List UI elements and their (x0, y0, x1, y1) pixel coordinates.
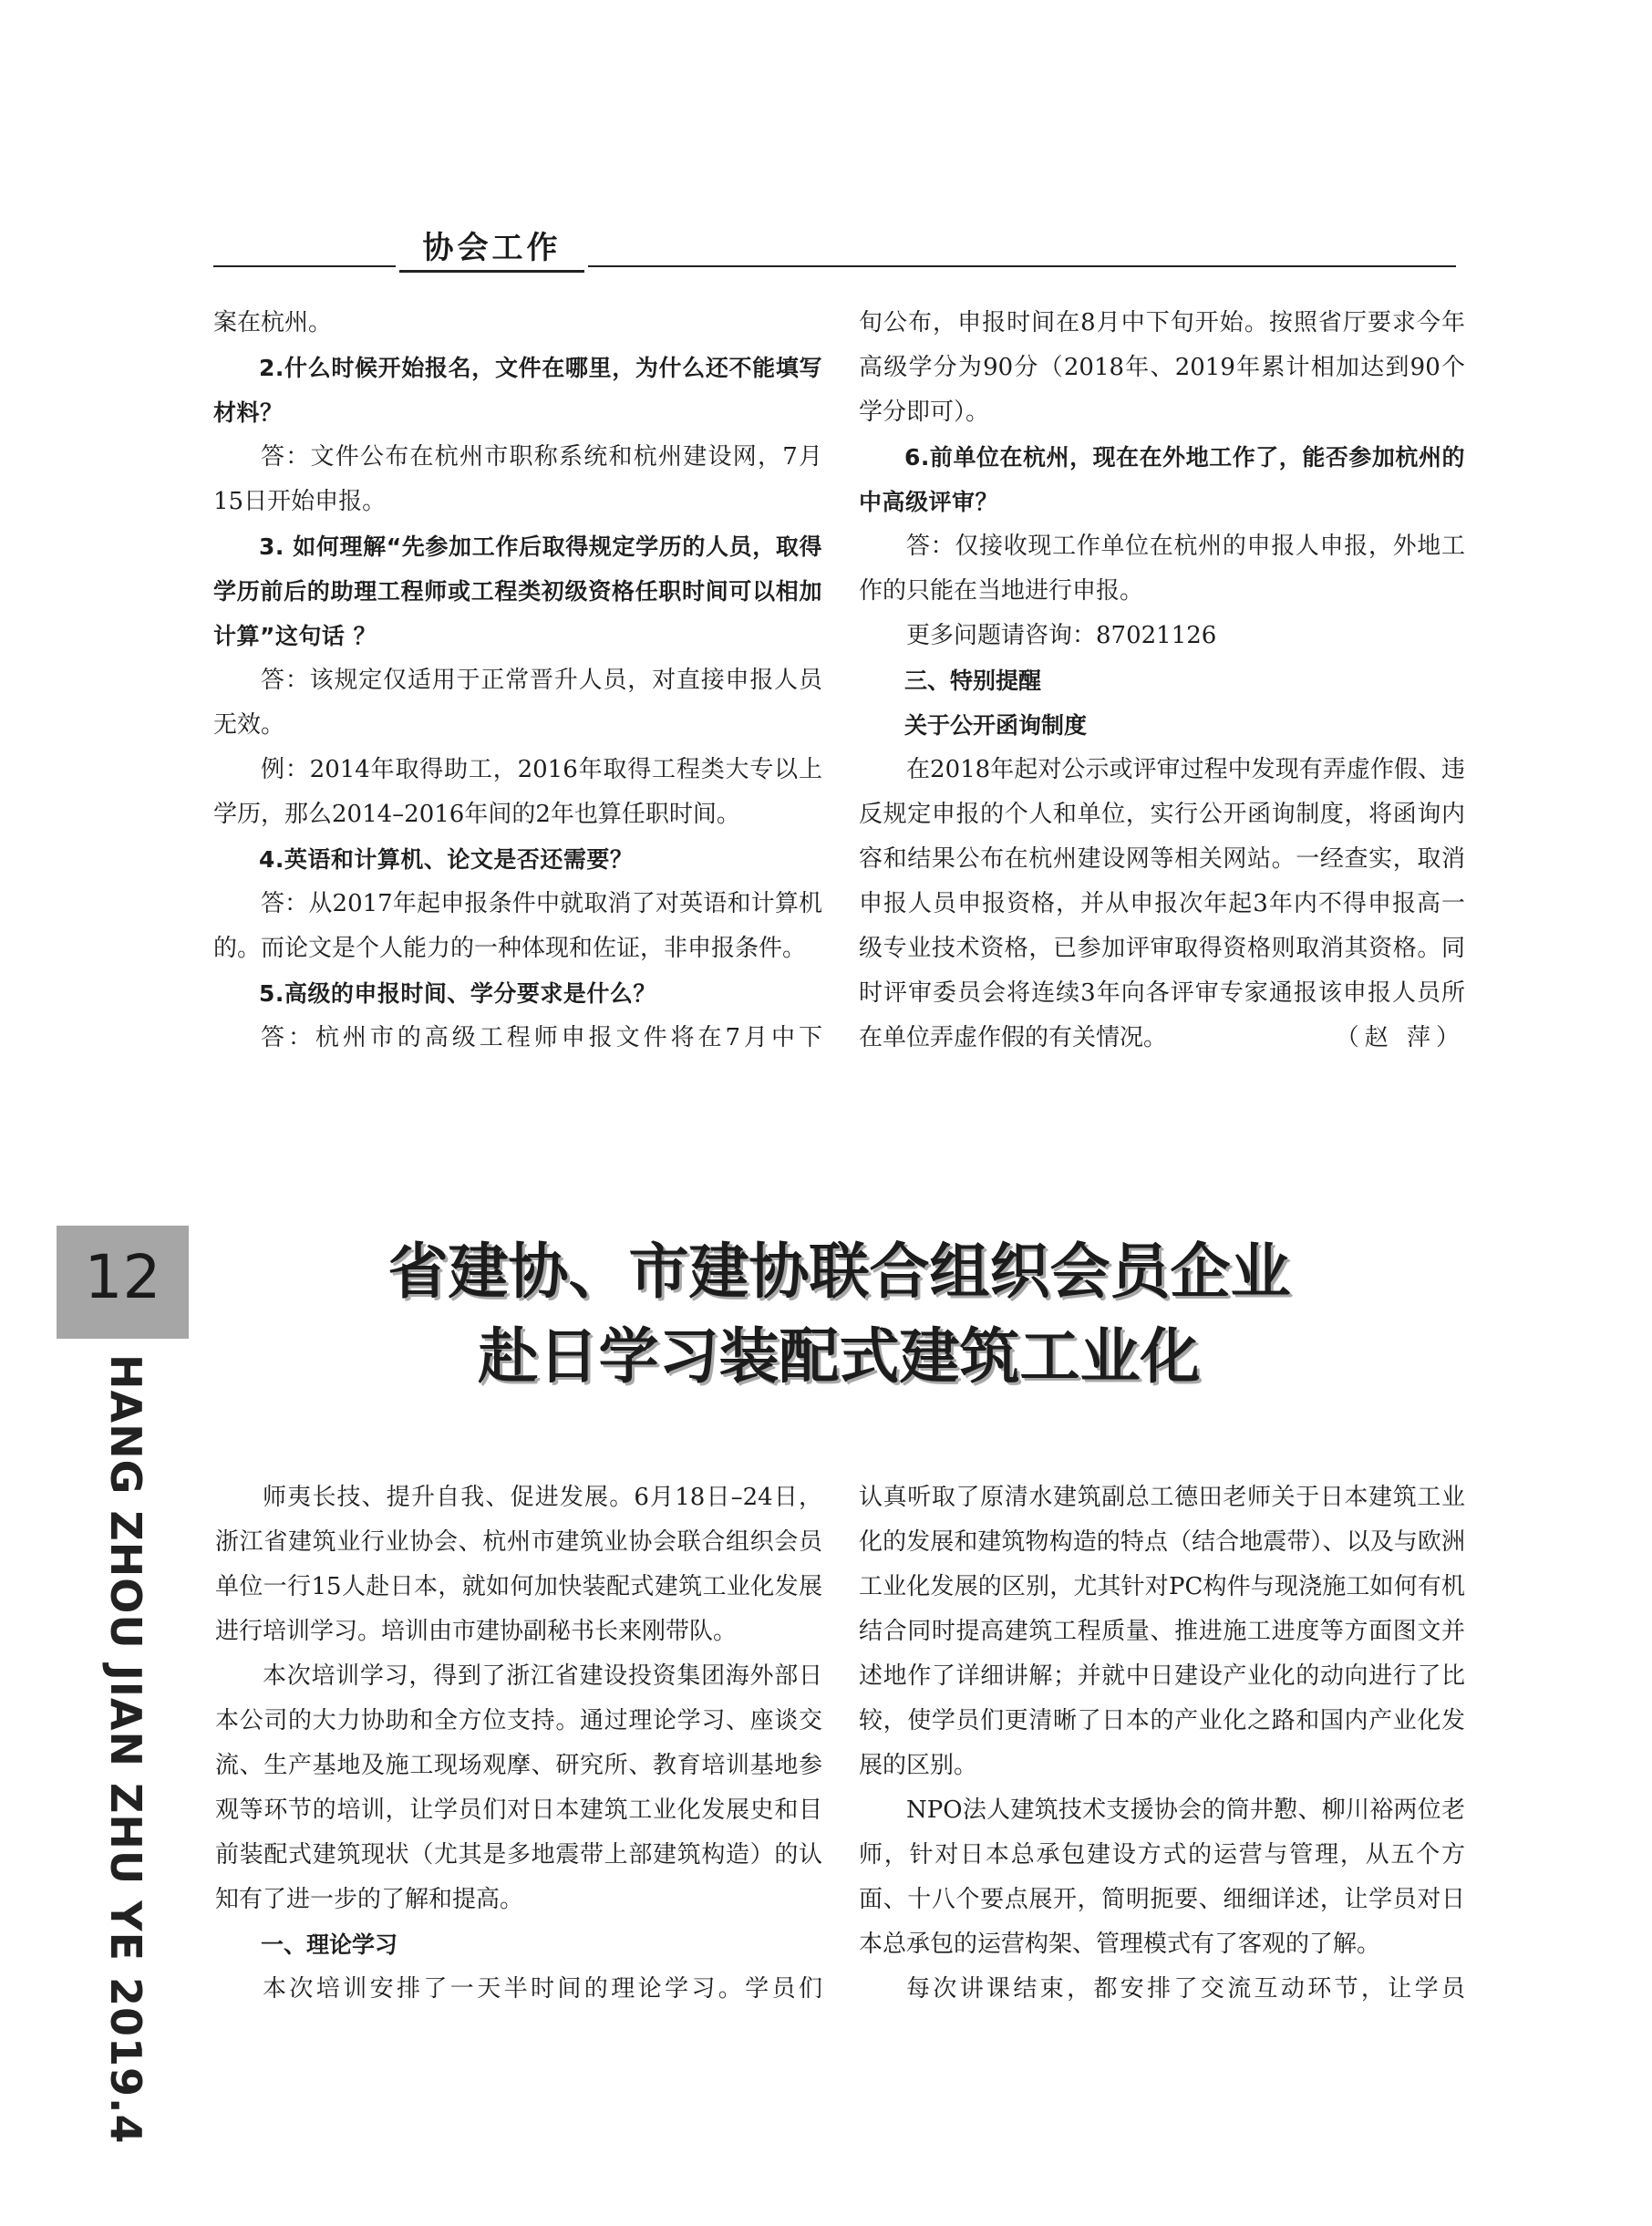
qa-example: 例：2014年取得助工，2016年取得工程类大专以上学历，那么2014–2016年间的2年也算任职时间。 (213, 756, 822, 828)
article-column-right (859, 1475, 1465, 2012)
article-paragraph: 本次培训学习，得到了浙江省建设投资集团海外部日本公司的大力协助和全方位支持。通过理论学习、座谈交流、生产基地及施工现场观摩、研究所、教育培训基地参观等环节的培训，让学员们对日本建筑工业化发展史和目前装配式建筑现状（尤其是多地震带上部建筑构造）的认知有了进一步的了解和提高。 (215, 1662, 822, 1913)
article-paragraph: NPO法人建筑技术支援协会的筒井懃、柳川裕两位老师，针对日本总承包建设方式的运营与管理，从五个方面、十八个要点展开，简明扼要、细细详述，让学员对日本总承包的运营构架、管理模式有了客观的了解。 (859, 1796, 1465, 1958)
article-title-line-2: 赴日学习装配式建筑工业化 (478, 1321, 1201, 1392)
qa-question: 6.前单位在杭州，现在在外地工作了，能否参加杭州的中高级评审？ (859, 444, 1465, 515)
article-paragraph: 认真听取了原清水建筑副总工德田老师关于日本建筑工业化的发展和建筑物构造的特点（结合地震带）、以及与欧洲工业化发展的区别，尤其针对PC构件与现浇施工如何有机结合同时提高建筑工程质量、推进施工进度等方面图文并述地作了详细讲解；并就中日建设产业化的动向进行了比较，使学员们更清晰了日本的产业化之路和国内产业化发展的区别。 (859, 1484, 1465, 1779)
article-paragraph: 师夷长技、提升自我、促进发展。6月18日–24日，浙江省建筑业行业协会、杭州市建筑业协会联合组织会员单位一行15人赴日本，就如何加快装配式建筑工业化发展进行培训学习。培训由市建协副秘书长来刚带队。 (215, 1484, 822, 1645)
article-subheading: 一、理论学习 (261, 1931, 398, 1958)
section-title: 协会工作 (422, 230, 562, 266)
page-number-box (57, 1226, 189, 1339)
qa-question: 3. 如何理解“先参加工作后取得规定学历的人员，取得学历前后的助理工程师或工程类初级资格任职时间可以相加计算”这句话 ？ (213, 533, 822, 649)
author-name: （赵 萍） (1335, 1024, 1465, 1051)
qa-question: 2.什么时候开始报名，文件在哪里，为什么还不能填写材料？ (213, 355, 822, 426)
article-column-left (215, 1475, 822, 2012)
qa-answer: 答：从2017年起申报条件中就取消了对英语和计算机的。而论文是个人能力的一种体现和佐证，非申报条件。 (213, 890, 822, 962)
section-header (399, 219, 584, 273)
qa-question: 5.高级的申报时间、学分要求是什么？ (259, 980, 656, 1007)
qa-answer: 答：该规定仅适用于正常晋升人员，对直接申报人员无效。 (213, 667, 822, 739)
contact-line: 更多问题请咨询：87021126 (906, 622, 1217, 649)
qa-answer-continued: 旬公布，申报时间在8月中下旬开始。按照省厅要求今年高级学分为90分（2018年、2019年累计相加达到90个学分即可）。 (859, 309, 1465, 426)
qa-column-right (859, 301, 1465, 1061)
header-rule-left (213, 265, 396, 267)
article-title-line-1: 省建协、市建协联合组织会员企业 (387, 1237, 1291, 1307)
notice-body (859, 748, 1465, 1061)
qa-column-left (213, 301, 822, 1061)
article-paragraph: 每次讲课结束，都安排了交流互动环节，让学员 (906, 1975, 1465, 2003)
sub-heading: 关于公开函询制度 (904, 712, 1088, 739)
qa-answer: 答：文件公布在杭州市职称系统和杭州建设网，7月15日开始申报。 (213, 443, 822, 515)
qa-answer: 答：仅接收现工作单位在杭州的申报人申报，外地工作的只能在当地进行申报。 (859, 533, 1465, 605)
header-rule-right (588, 265, 1456, 267)
magazine-spine-text: HANG ZHOU JIAN ZHU YE 2019.4 (101, 1354, 150, 2145)
qa-answer: 答：杭州市的高级工程师申报文件将在7月中下 (261, 1024, 822, 1051)
article-title (213, 1229, 1465, 1399)
section-heading: 三、特别提醒 (904, 668, 1042, 694)
article-paragraph: 本次培训安排了一天半时间的理论学习。学员们 (263, 1975, 822, 2003)
qa-paragraph: 案在杭州。 (213, 309, 333, 336)
notice-text: 在2018年起对公示或评审过程中发现有弄虚作假、违反规定申报的个人和单位，实行公开函询制度，将函询内容和结果公布在杭州建设网等相关网站。一经查实，取消申报人员申报资格，并从申报次年起3年内不得申报高一级专业技术资格，已参加评审取得资格则取消其资格。同时评审委员会将连续3年向各评审专家通报该申报人员所在单位弄虚作假的有关情况。 (859, 756, 1465, 1051)
page-number: 12 (84, 1242, 161, 1312)
qa-question: 4.英语和计算机、论文是否还需要？ (259, 846, 634, 873)
